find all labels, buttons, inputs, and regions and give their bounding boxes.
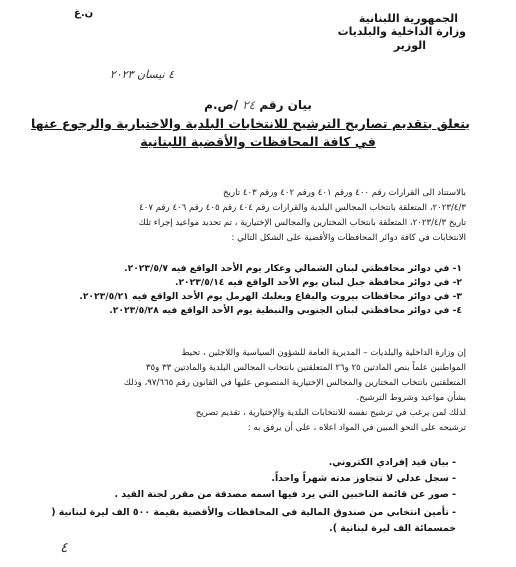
intro-line: تاريخ ٢٠٢٣/٤/٣، المتعلقة بانتخاب المختارين والمجالس الإختيارية ، تم تحديد مواعيد إجراء تلك <box>138 218 466 228</box>
intro-line: ٢٠٢٣/٤/٣، المتعلقة بانتخاب المجالس البلدية والقرارات رقم ٤٠٤ رقم ٤٠٥ رقم ٤٠٦ رقم ٤٠٧ <box>139 203 466 213</box>
notice-line: لذلك لمن يرغب في ترشيح نفسه للانتخابات البلدية والإختيارية ، تقديم تصريح <box>195 408 466 418</box>
statement-prefix: بيان رقم <box>259 98 312 112</box>
statement-handwritten-number: ٢٤ <box>242 98 256 112</box>
requirement-item: - سجل عدلي لا تتجاوز مدته شهراً واحداً. <box>271 473 456 484</box>
requirement-item: - بيان قيد إفرادي الكتروني. <box>328 457 456 468</box>
election-date-item: ١- في دوائر محافظتي لبنان الشمالي وعكار يوم الأحد الواقع فيه ٢٠٢٣/٥/٧. <box>124 263 462 274</box>
requirement-item: - تأمين انتخابي من صندوق المالية في المحافظات والأقضية بقيمة ٥٠٠ الف ليرة لبنانية ( خمسمائة الف ليرة لبنانية ). <box>51 507 456 534</box>
page-mark: ٤ <box>60 540 68 556</box>
notice-line: إن وزارة الداخلية والبلديات – المديرية العامة للشؤون السياسية واللاجئين ، تحيط <box>181 348 466 358</box>
statement-number <box>70 98 446 112</box>
reference-code: ن.غ <box>74 8 94 19</box>
ministry-heading: وزارة الداخلية والبلديات <box>337 25 466 38</box>
election-date-item: ٣- في دوائر محافظات بيروت والبقاع وبعلبك الهرمل يوم الأحد الواقع فيه ٢٠٢٣/٥/٢١. <box>79 291 462 302</box>
notice-line: ترشيحه على النحو المبين في المواد اعلاه ، على أن يرفق به : <box>247 423 466 433</box>
notice-line: بشأن مواعيد وشروط الترشيح. <box>356 393 466 403</box>
subject-line-2: في كافة المحافظات والأقضية اللبنانية <box>140 134 376 149</box>
election-date-item: ٢- في دوائر محافظة جبل لبنان يوم الأحد الواقع فيه ٢٠٢٣/٥/١٤. <box>174 277 462 288</box>
intro-line: بالاستناد الى القرارات رقم ٤٠٠ ورقم ٤٠١ ورقم ٤٠٢ ورقم ٤٠٣ تاريخ <box>223 188 466 198</box>
notice-line: المتعلقتين بانتخاب المختارين والمجالس الإختيارية المنصوص عليها في القانون رقم ٩٧/٦٦٥، وذلك <box>123 378 466 388</box>
intro-line: الانتخابات في كافة دوائر المحافظات والأقضية على الشكل التالي : <box>231 233 466 243</box>
notice-line: المواطنين علماً بنص المادتين ٢٥ و٢٦ المتعلقتين بانتخاب المجالس البلدية والمادتين ٣٣ و٣٥ <box>145 363 466 373</box>
minister-heading: الوزير <box>393 39 426 52</box>
requirement-item: - صور عن قائمة الناخبين التي يرد فيها اسمه مصدقة من مقرر لجنة القيد . <box>114 489 456 500</box>
statement-suffix: /ص.م <box>204 98 239 112</box>
subject-line-1: يتعلق بتقديم تصاريح الترشيح للانتخابات البلدية والاختيارية والرجوع عنها <box>31 116 470 131</box>
election-date-item: ٤- في دوائر محافظتي لبنان الجنوبي والنبطية يوم الأحد الواقع فيه ٢٠٢٣/٥/٢٨. <box>109 305 462 316</box>
republic-heading: الجمهورية اللبنانية <box>358 12 458 25</box>
handwritten-date: ٤ نيسان ٢٠٢٣ <box>109 68 174 81</box>
